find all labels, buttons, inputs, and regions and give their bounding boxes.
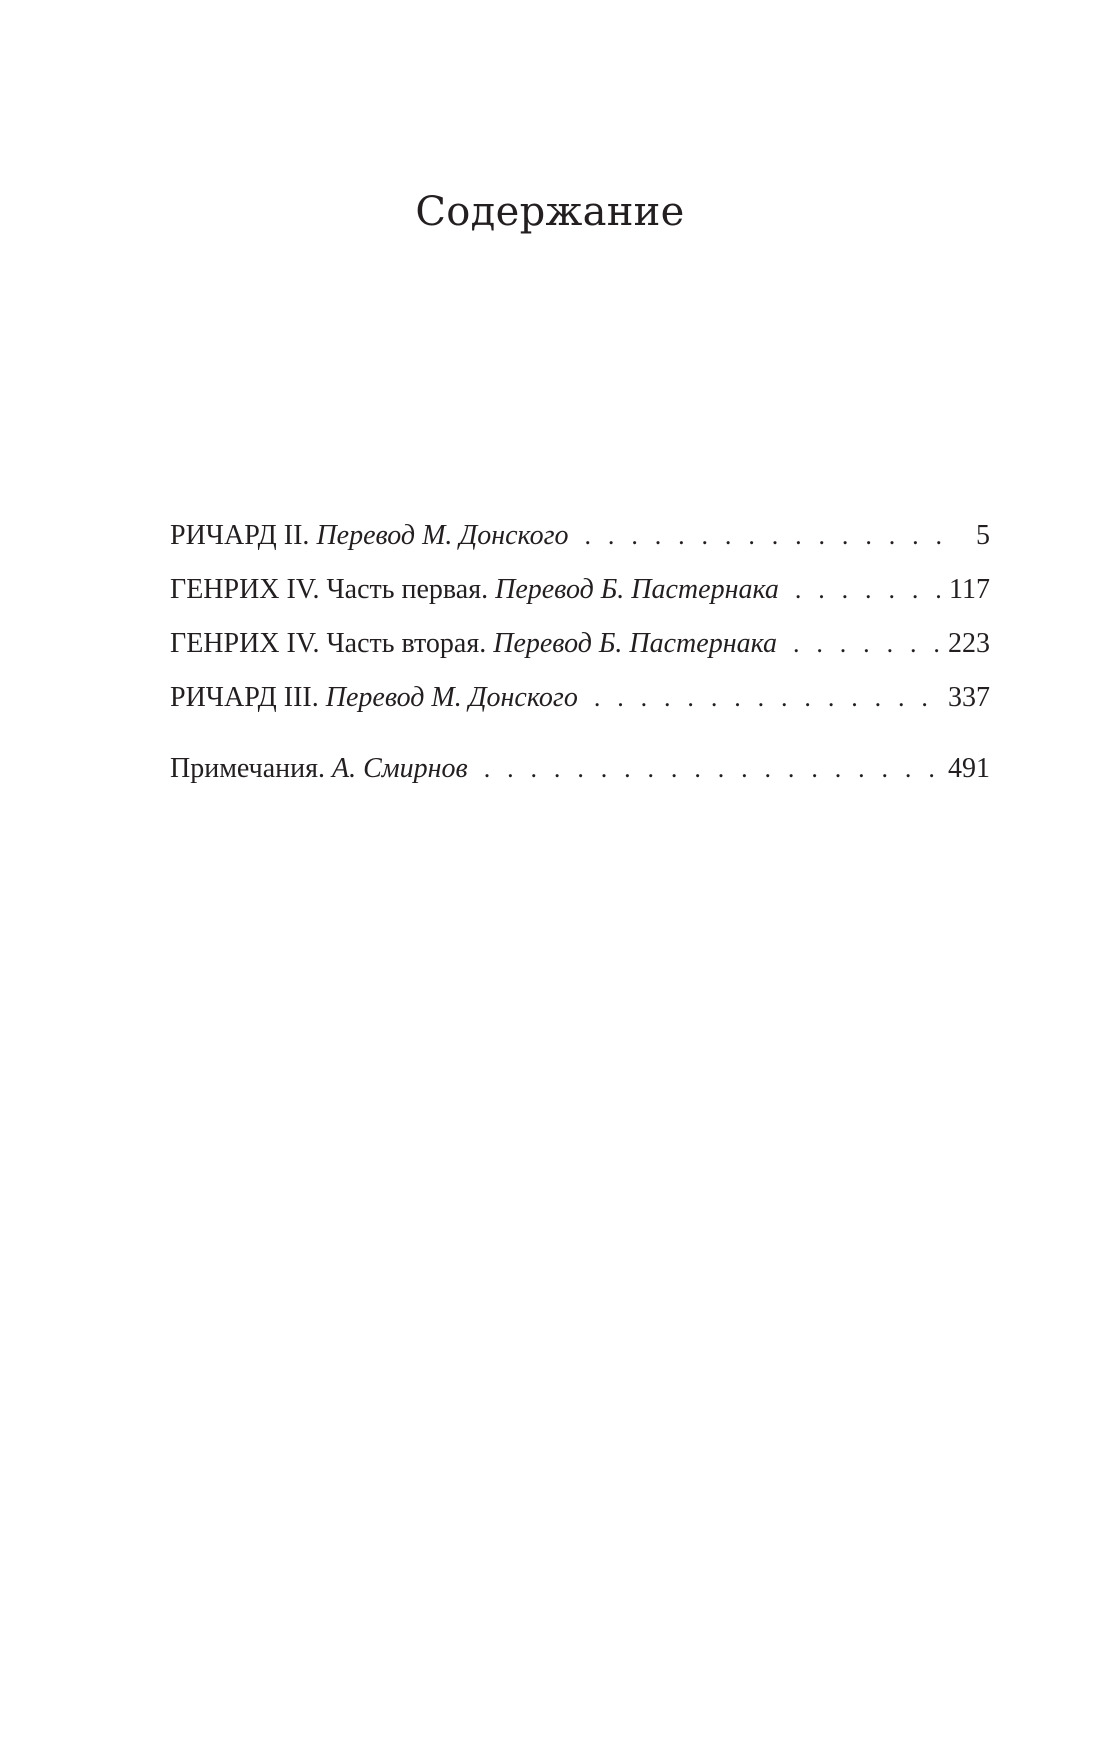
toc-entry-translator: Перевод Б. Пастернака (493, 628, 777, 659)
toc-entry-translator: Перевод Б. Пастернака (495, 574, 779, 605)
toc-entry-translator: Перевод М. Донского (325, 682, 578, 713)
toc-entry-notes[interactable] (170, 752, 990, 786)
toc-entry-henry-iv-part-2[interactable] (170, 627, 990, 661)
toc-entry-author: А. Смирнов (332, 753, 468, 784)
toc-entry-title: РИЧАРД III. Перевод М. Донского (170, 682, 578, 713)
table-of-contents (170, 519, 990, 786)
dot-leader (795, 573, 941, 607)
toc-entry-title: РИЧАРД II. Перевод М. Донского (170, 520, 569, 551)
toc-page-number: 223 (948, 628, 990, 659)
toc-entry-translator: Перевод М. Донского (316, 520, 569, 551)
toc-page-number: 5 (976, 520, 990, 551)
toc-entry-title: Примечания. А. Смирнов (170, 753, 468, 784)
toc-page-number: 491 (948, 753, 990, 784)
dot-leader (484, 752, 940, 786)
toc-entry-richard-iii[interactable] (170, 681, 990, 715)
dot-leader (585, 519, 952, 553)
toc-page-number: 337 (948, 682, 990, 713)
dot-leader (793, 627, 940, 661)
toc-entry-richard-ii[interactable] (170, 519, 990, 553)
page-title: Содержание (415, 189, 685, 235)
toc-page-number: 117 (949, 574, 990, 605)
toc-entry-henry-iv-part-1[interactable] (170, 573, 990, 607)
toc-entry-title: ГЕНРИХ IV. Часть первая. Перевод Б. Пастернака (170, 574, 779, 605)
dot-leader (594, 681, 940, 715)
toc-entry-title: ГЕНРИХ IV. Часть вторая. Перевод Б. Пастернака (170, 628, 777, 659)
